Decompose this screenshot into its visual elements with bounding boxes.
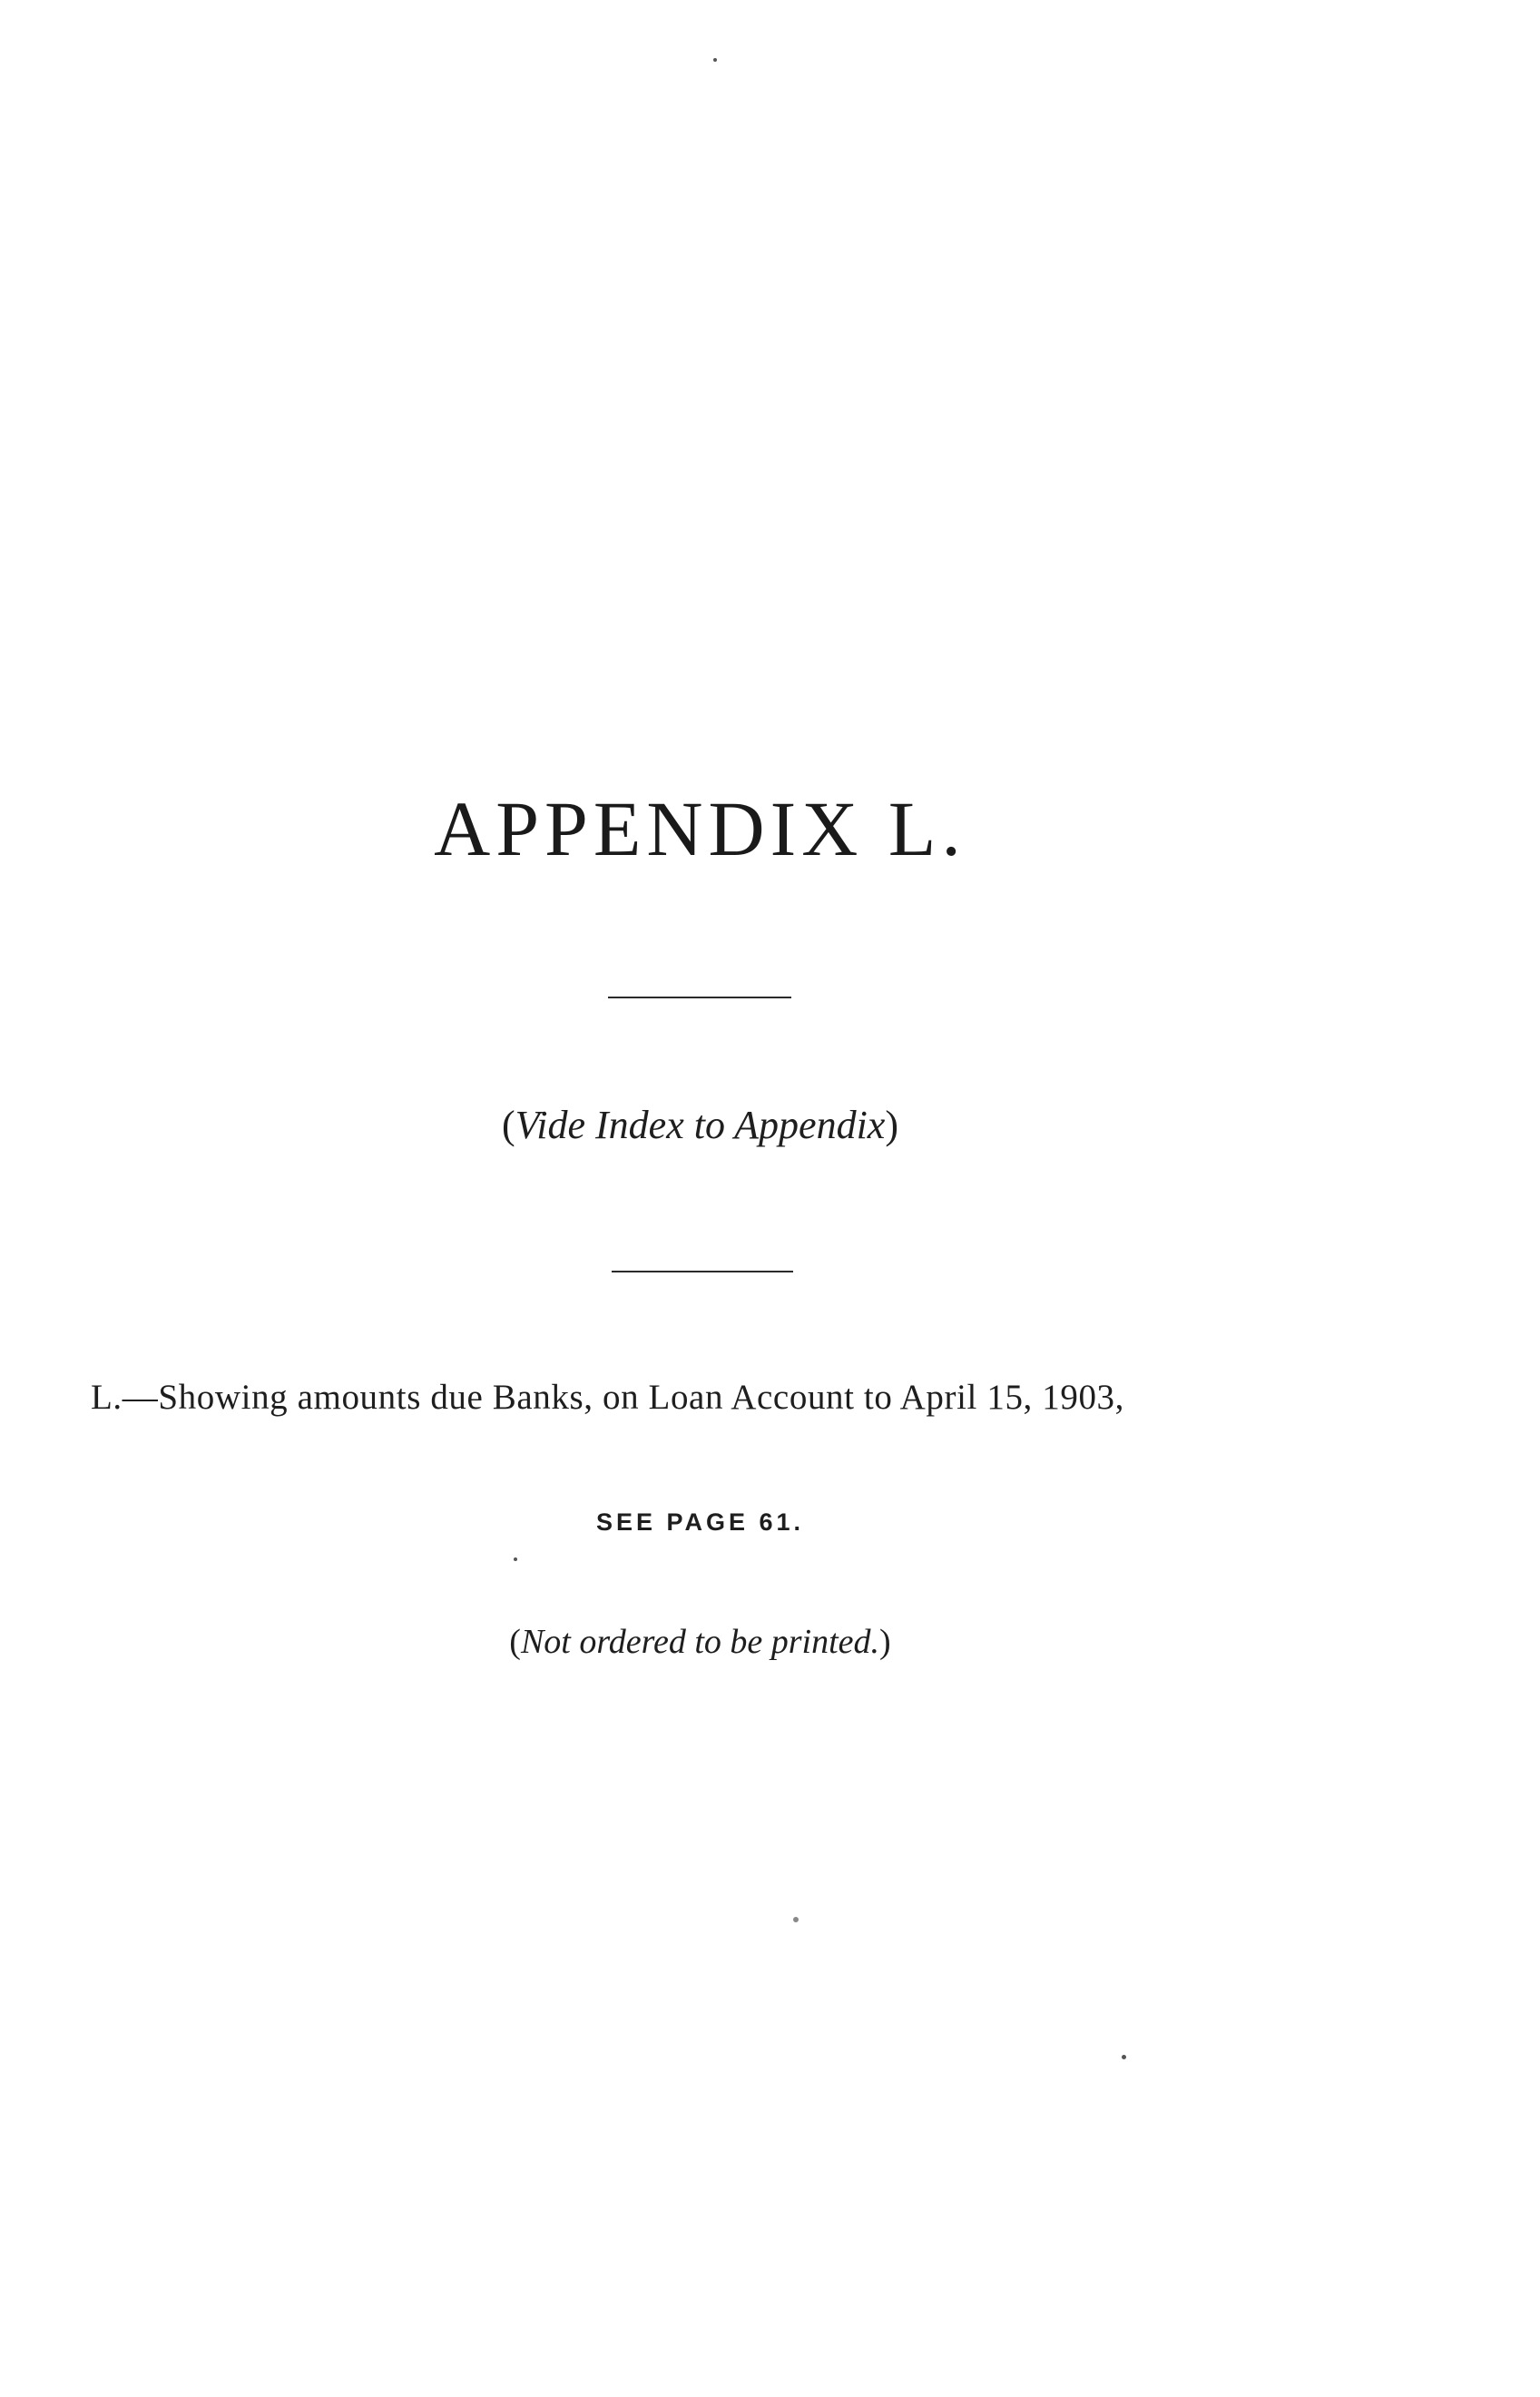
vide-note — [0, 1105, 1400, 1145]
print-note-text: Not ordered to be printed. — [520, 1623, 880, 1661]
scan-speck — [514, 1557, 517, 1561]
vide-note-open-paren: ( — [502, 1103, 515, 1147]
scan-speck — [1122, 2055, 1126, 2059]
divider-rule-top — [608, 997, 791, 998]
scan-speck — [713, 58, 717, 62]
divider-rule-bottom — [612, 1271, 793, 1272]
vide-note-text: Vide Index to Appendix — [515, 1103, 886, 1147]
vide-note-close-paren: ) — [885, 1103, 898, 1147]
print-note-open-paren: ( — [509, 1623, 521, 1661]
scan-speck — [793, 1917, 799, 1922]
appendix-title: APPENDIX L. — [434, 785, 966, 872]
print-status-note — [0, 1625, 1400, 1659]
appendix-entry-description: L.—Showing amounts due Banks, on Loan Account to April 15, 1903, — [91, 1378, 1124, 1417]
print-note-close-paren: ) — [879, 1623, 891, 1661]
page-reference: SEE PAGE 61. — [595, 1508, 805, 1536]
